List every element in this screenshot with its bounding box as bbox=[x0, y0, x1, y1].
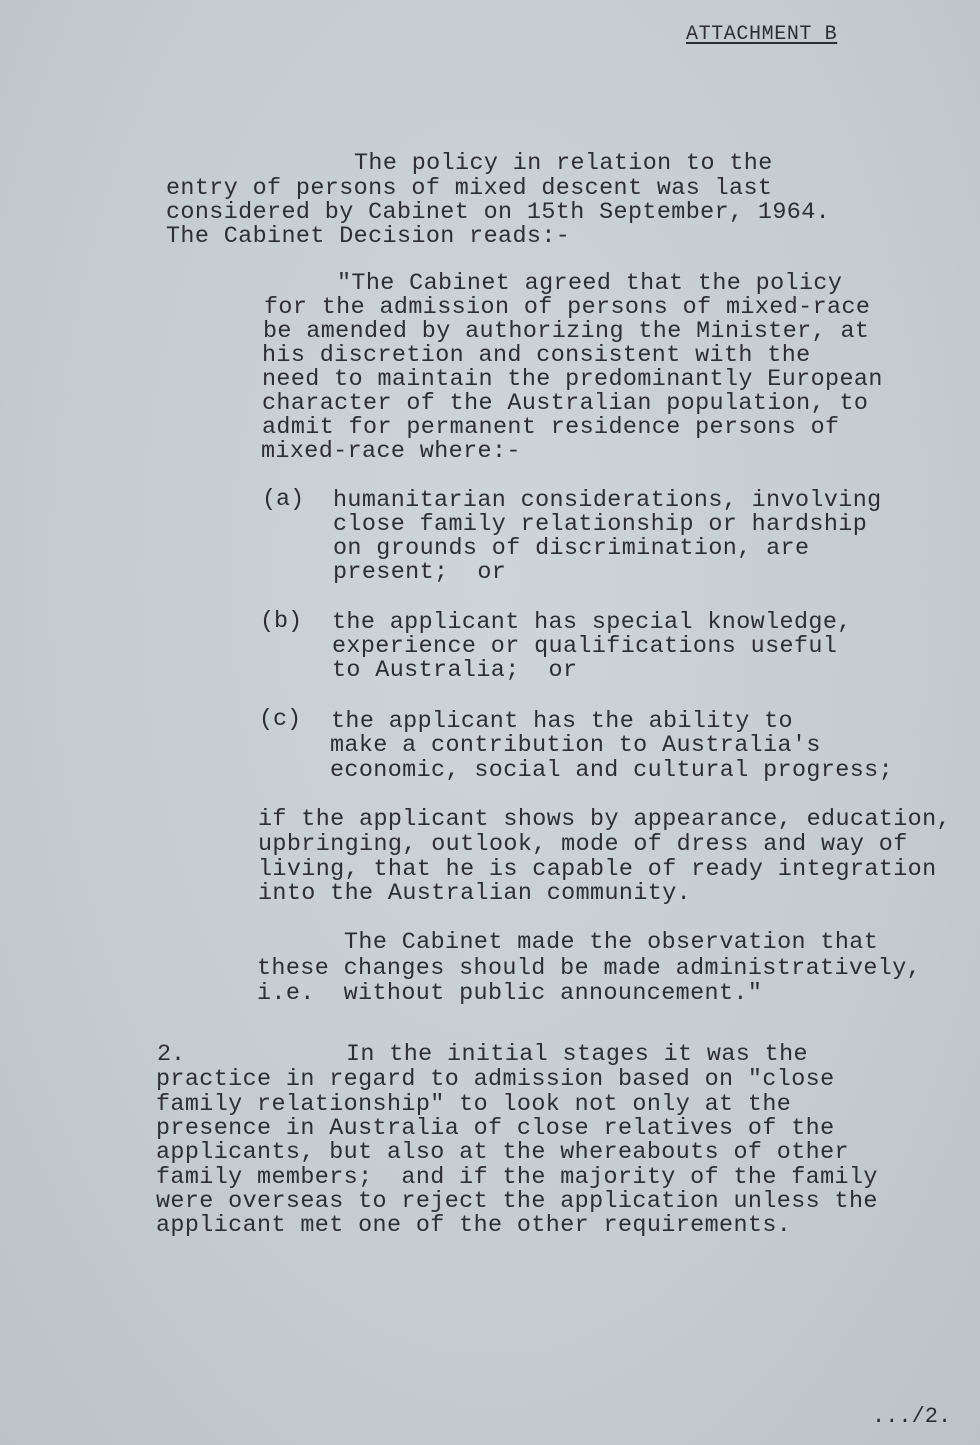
quote-line: "The Cabinet agreed that the policy bbox=[337, 271, 843, 297]
item-label: (c) bbox=[259, 707, 302, 733]
quote-line: need to maintain the predominantly European bbox=[262, 367, 883, 393]
item-line: the applicant has the ability to bbox=[331, 709, 793, 735]
para2-line: presence in Australia of close relatives of the bbox=[156, 1116, 835, 1142]
quote-line: for the admission of persons of mixed-race bbox=[264, 295, 871, 321]
observation-line: The Cabinet made the observation that bbox=[344, 930, 879, 956]
condition-line: upbringing, outlook, mode of dress and way of bbox=[258, 832, 908, 858]
attachment-label: ATTACHMENT B bbox=[686, 23, 838, 46]
para2-line: were overseas to reject the application unless the bbox=[156, 1189, 878, 1215]
para2-line: family members; and if the majority of the family bbox=[156, 1165, 878, 1191]
item-line: humanitarian considerations, involving bbox=[333, 488, 882, 514]
condition-line: into the Australian community. bbox=[258, 881, 692, 907]
condition-line: living, that he is capable of ready integration bbox=[258, 857, 937, 883]
quote-line: character of the Australian population, to bbox=[262, 391, 869, 417]
condition-line: if the applicant shows by appearance, education, bbox=[258, 807, 951, 833]
item-line: the applicant has special knowledge, bbox=[332, 610, 852, 636]
quote-line: his discretion and consistent with the bbox=[262, 343, 811, 369]
item-line: on grounds of discrimination, are bbox=[333, 536, 810, 562]
item-line: economic, social and cultural progress; bbox=[330, 758, 894, 784]
intro-line: The policy in relation to the bbox=[354, 151, 773, 177]
page-continuation: .../2. bbox=[872, 1404, 952, 1429]
para2-line: applicant met one of the other requirements. bbox=[156, 1213, 792, 1239]
para2-line: In the initial stages it was the bbox=[346, 1042, 808, 1068]
item-line: experience or qualifications useful bbox=[332, 634, 838, 660]
quote-line: be amended by authorizing the Minister, at bbox=[263, 319, 870, 345]
item-line: make a contribution to Australia's bbox=[330, 733, 821, 759]
intro-line: entry of persons of mixed descent was last bbox=[166, 176, 773, 202]
quote-line: admit for permanent residence persons of bbox=[262, 415, 840, 441]
para2-line: applicants, but also at the whereabouts of other bbox=[156, 1140, 849, 1166]
item-line: close family relationship or hardship bbox=[333, 512, 868, 538]
paragraph-number: 2. bbox=[157, 1042, 186, 1068]
observation-line: i.e. without public announcement." bbox=[257, 981, 763, 1007]
item-label: (a) bbox=[262, 487, 305, 513]
item-label: (b) bbox=[260, 609, 303, 635]
quote-line: mixed-race where:- bbox=[261, 439, 521, 465]
para2-line: family relationship" to look not only at the bbox=[156, 1092, 792, 1118]
intro-line: The Cabinet Decision reads:- bbox=[166, 224, 571, 250]
observation-line: these changes should be made administratively, bbox=[257, 956, 922, 982]
intro-line: considered by Cabinet on 15th September, 1964. bbox=[166, 200, 831, 226]
para2-line: practice in regard to admission based on "close bbox=[156, 1067, 835, 1093]
item-line: present; or bbox=[333, 560, 507, 586]
item-line: to Australia; or bbox=[332, 658, 578, 684]
